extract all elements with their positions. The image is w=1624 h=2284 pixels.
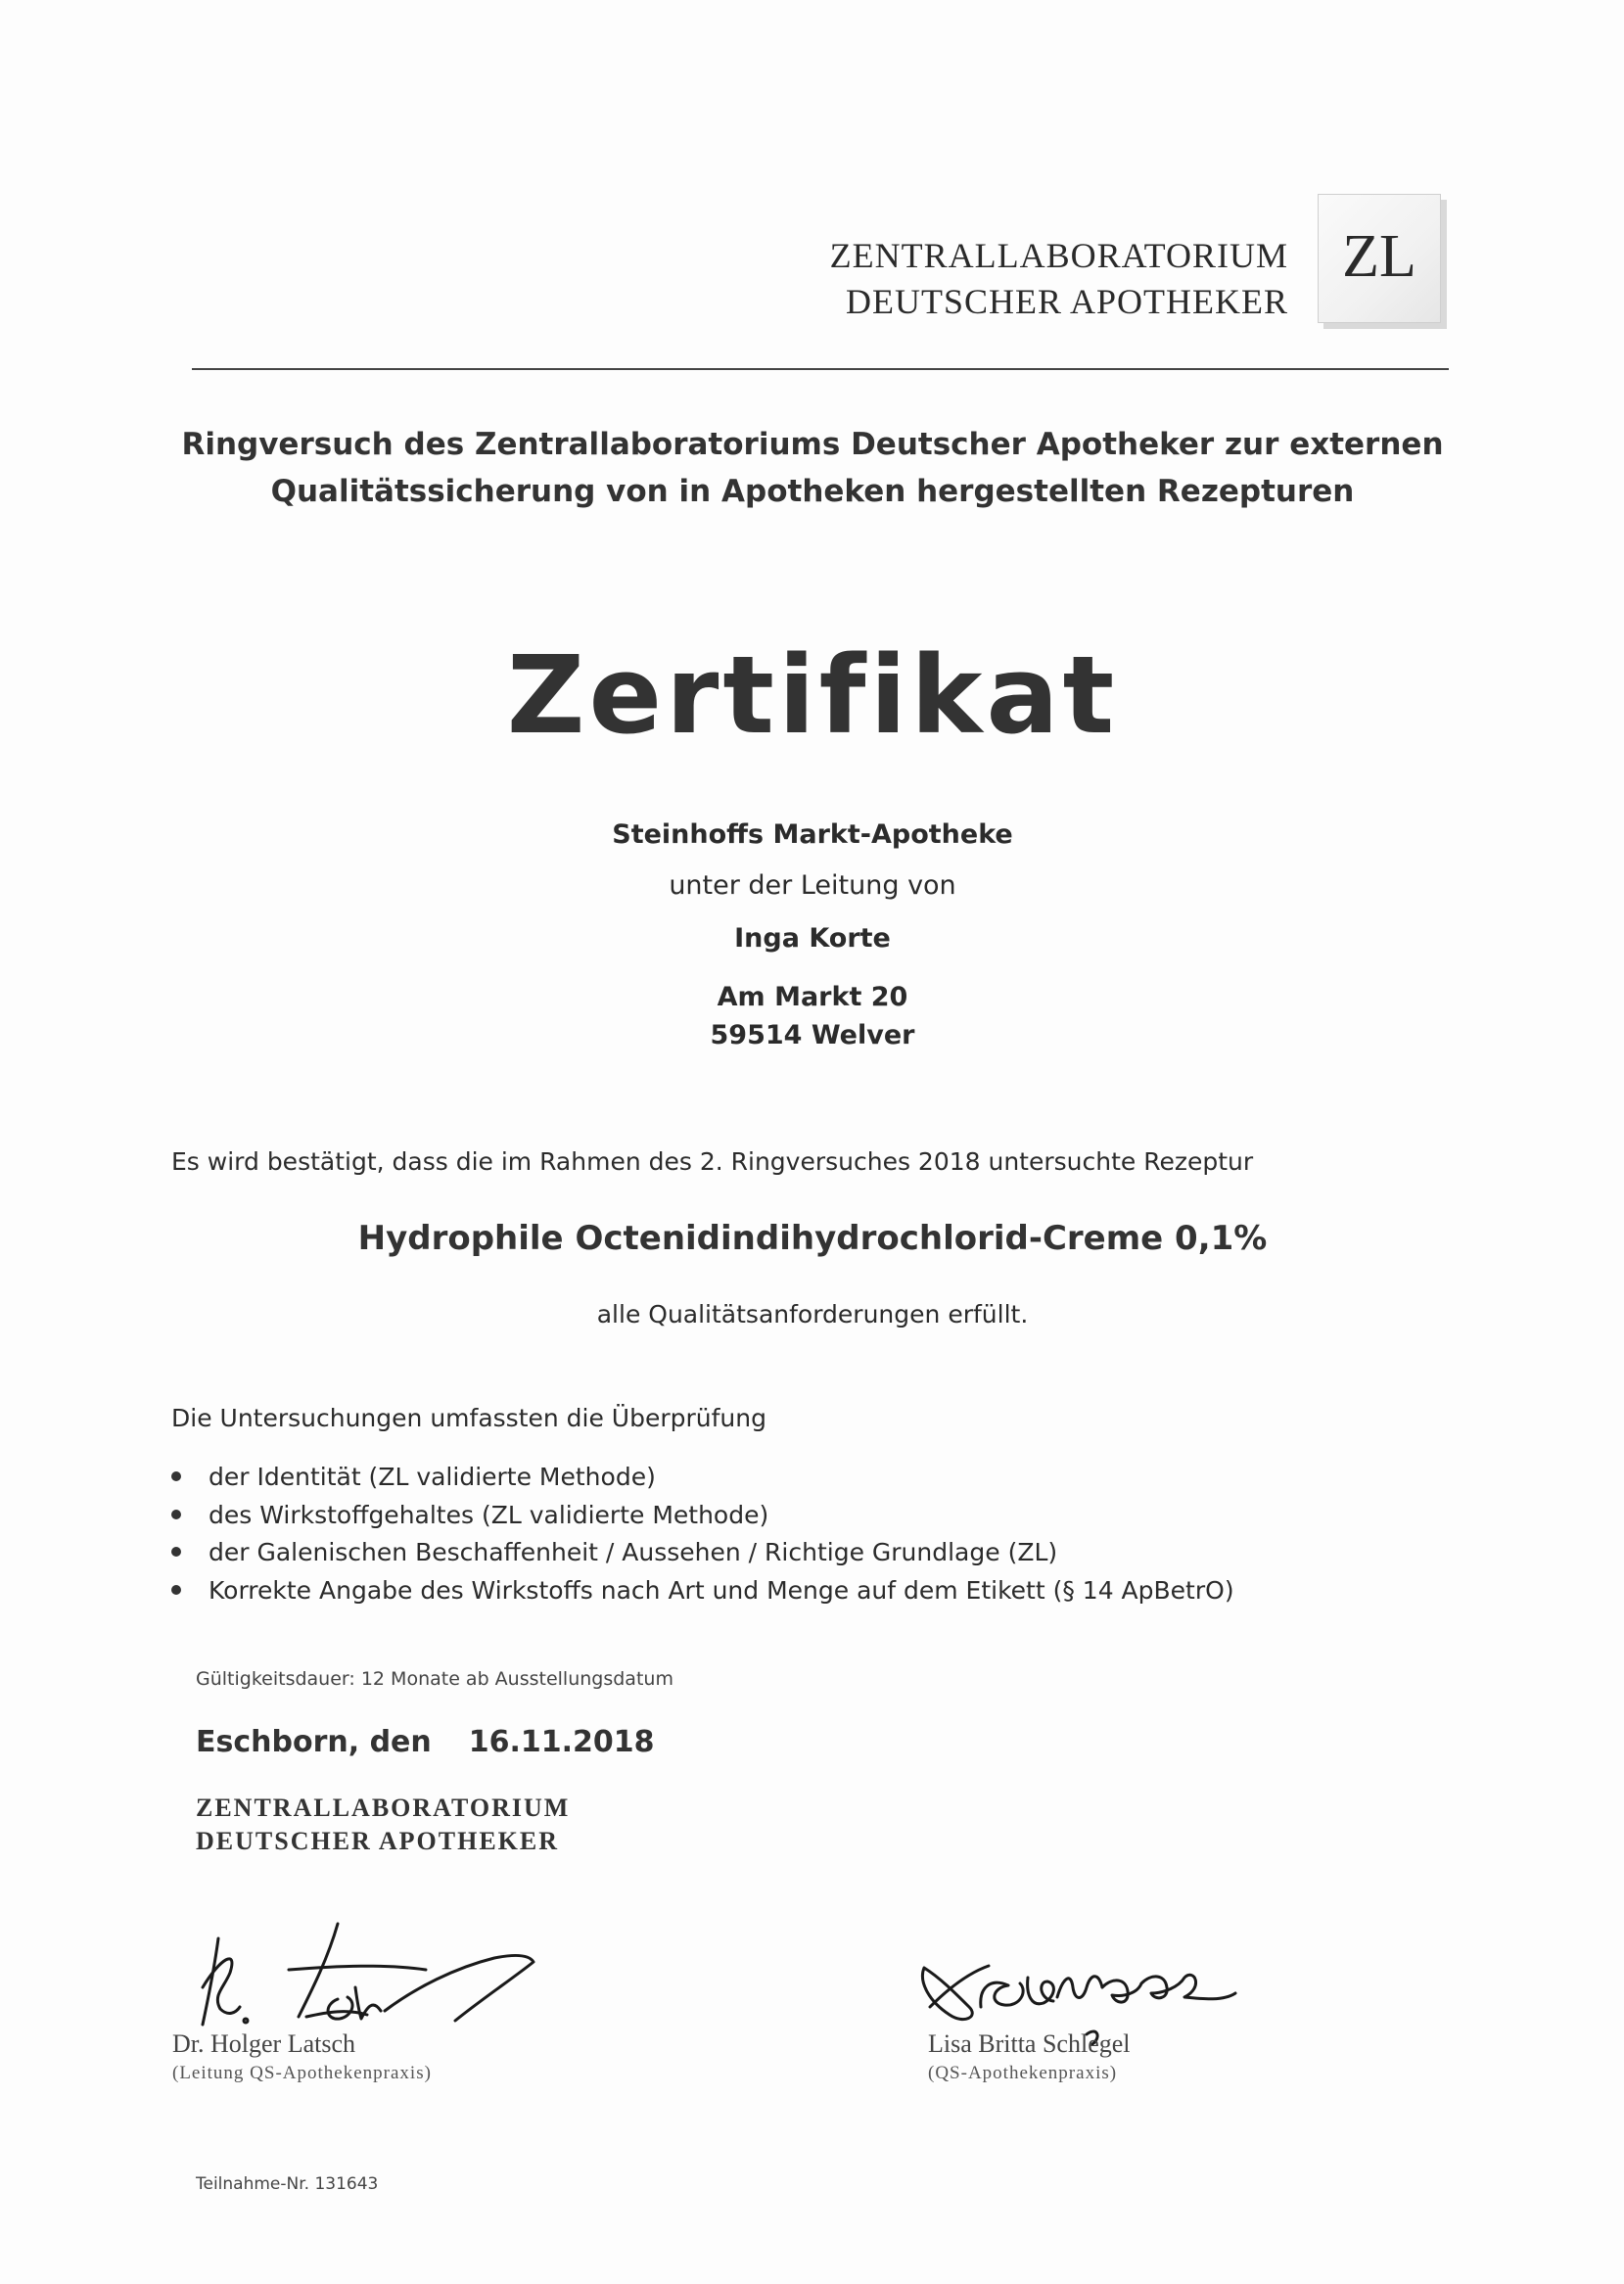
- check-item: [162, 1459, 1234, 1497]
- pharmacy-name: Steinhoffs Markt-Apotheke: [612, 819, 1013, 850]
- bullet-icon: [171, 1510, 181, 1519]
- check-item: [162, 1572, 1234, 1610]
- manager-name: Inga Korte: [734, 923, 891, 954]
- signatory-1-role: (Leitung QS-Apothekenpraxis): [172, 2063, 432, 2083]
- letterhead-text: [828, 233, 1288, 325]
- signatory-1-name: Dr. Holger Latsch: [172, 2029, 356, 2058]
- signatory-2-name: Lisa Britta Schlegel: [928, 2029, 1131, 2058]
- issuer-line-1: ZENTRALLABORATORIUM: [196, 1794, 571, 1822]
- address-city: 59514 Welver: [710, 1020, 915, 1050]
- check-item: [162, 1534, 1234, 1572]
- signatory-2: [928, 2028, 1131, 2087]
- check-item-text: des Wirkstoffgehaltes (ZL validierte Methode): [209, 1500, 769, 1529]
- subtitle-line-1: Ringversuch des Zentrallaboratoriums Deutscher Apotheker zur externen: [181, 427, 1444, 462]
- issuer-name: [196, 1792, 570, 1858]
- issue-date: 16.11.2018: [468, 1725, 655, 1759]
- letterhead-line-1: ZENTRALLABORATORIUM: [829, 236, 1288, 275]
- checks-list: [162, 1459, 1234, 1609]
- checks-intro: Die Untersuchungen umfassten die Überprüfung: [171, 1404, 766, 1432]
- validity-note: Gültigkeitsdauer: 12 Monate ab Ausstellungsdatum: [196, 1668, 673, 1690]
- product-name: Hydrophile Octenidindihydrochlorid-Creme 0,1%: [357, 1219, 1268, 1258]
- subtitle: [176, 421, 1449, 515]
- check-item-text: der Galenischen Beschaffenheit / Aussehen / Richtige Grundlage (ZL): [209, 1538, 1058, 1566]
- confirmation-text: Es wird bestätigt, dass die im Rahmen des 2. Ringversuches 2018 untersuchte Rezeptur: [171, 1147, 1254, 1176]
- signatory-1: [172, 2028, 432, 2087]
- issuer-line-2: DEUTSCHER APOTHEKER: [196, 1827, 560, 1855]
- check-item: [162, 1497, 1234, 1535]
- fulfilled-text: alle Qualitätsanforderungen erfüllt.: [596, 1300, 1029, 1328]
- participant-number: Teilnahme-Nr. 131643: [196, 2174, 379, 2194]
- subtitle-line-2: Qualitätssicherung von in Apotheken hergestellten Rezepturen: [270, 474, 1355, 509]
- check-item-text: der Identität (ZL validierte Methode): [209, 1463, 656, 1491]
- bullet-icon: [171, 1471, 181, 1481]
- letterhead-line-2: DEUTSCHER APOTHEKER: [845, 282, 1288, 321]
- bullet-icon: [171, 1547, 181, 1557]
- header-divider: [192, 368, 1449, 370]
- signature-latsch: [191, 1919, 582, 2036]
- bullet-icon: [171, 1585, 181, 1595]
- address-street: Am Markt 20: [717, 982, 908, 1012]
- check-item-text: Korrekte Angabe des Wirkstoffs nach Art und Menge auf dem Etikett (§ 14 ApBetrO): [209, 1575, 1234, 1605]
- place-date-line: [196, 1723, 655, 1762]
- lead-in-text: unter der Leitung von: [669, 870, 956, 901]
- place-text: Eschborn, den: [196, 1725, 432, 1759]
- zl-logo: [1318, 194, 1441, 323]
- signatory-2-role: (QS-Apothekenpraxis): [928, 2063, 1118, 2083]
- certificate-title: Zertifikat: [506, 632, 1119, 758]
- zl-logo-text: ZL: [1342, 223, 1416, 290]
